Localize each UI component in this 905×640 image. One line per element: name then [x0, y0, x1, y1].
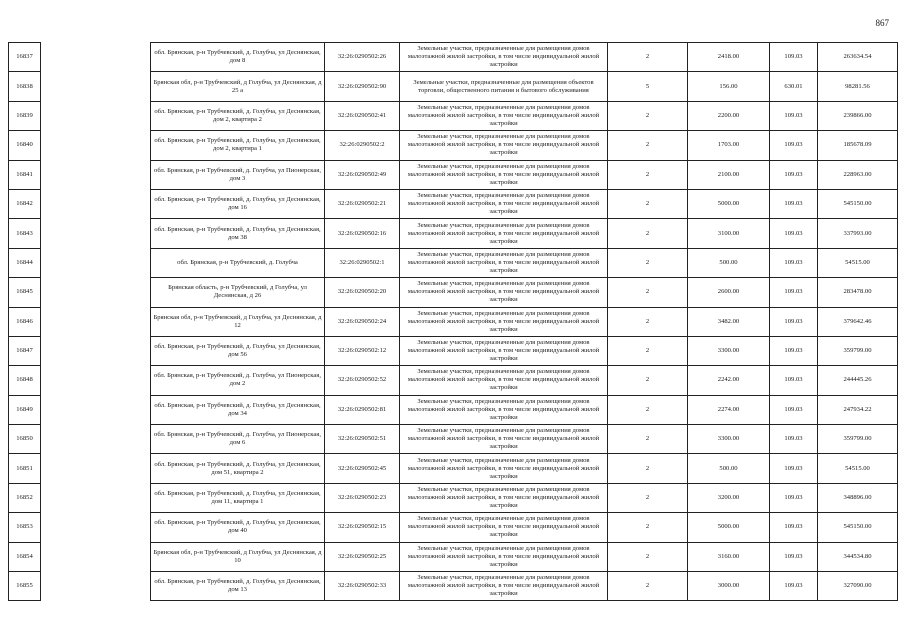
blank-column	[41, 542, 151, 571]
record-number: 16851	[9, 454, 41, 483]
area-cell: 2242.00	[688, 366, 770, 395]
blank-column	[41, 248, 151, 277]
table-row	[9, 248, 898, 277]
unit-value-cell: 109.03	[770, 425, 818, 454]
record-number: 16848	[9, 366, 41, 395]
unit-value-cell: 109.03	[770, 219, 818, 248]
area-cell: 5000.00	[688, 189, 770, 218]
cadastral-number: 32:26:0290502:2	[325, 131, 400, 160]
land-use-cell: Земельные участки, предназначенные для размещения объектов торговли, общественного питания и бытового обслуживания	[400, 72, 608, 101]
group-number: 2	[608, 189, 688, 218]
land-use-cell: Земельные участки, предназначенные для размещения домов малоэтажной жилой застройки, в том числе индивидуальной жилой застройки	[400, 248, 608, 277]
blank-column	[41, 395, 151, 424]
unit-value-cell: 109.03	[770, 513, 818, 542]
group-number: 2	[608, 513, 688, 542]
blank-column	[41, 307, 151, 336]
address-cell: обл. Брянская, р-н Трубчевский, д. Голубча, ул Пионерская, дом 3	[151, 160, 325, 189]
area-cell: 3300.00	[688, 336, 770, 365]
area-cell: 2274.00	[688, 395, 770, 424]
group-number: 2	[608, 160, 688, 189]
area-cell: 3160.00	[688, 542, 770, 571]
group-number: 2	[608, 336, 688, 365]
blank-column	[41, 131, 151, 160]
group-number: 2	[608, 307, 688, 336]
cadastral-number: 32:26:0290502:1	[325, 248, 400, 277]
record-number: 16855	[9, 572, 41, 601]
blank-column	[41, 336, 151, 365]
address-cell: обл. Брянская, р-н Трубчевский, д. Голубча, ул Деснянская, дом 8	[151, 43, 325, 72]
unit-value-cell: 109.03	[770, 395, 818, 424]
table-row	[9, 72, 898, 101]
group-number: 2	[608, 43, 688, 72]
address-cell: Брянская область, р-н Трубчевский, д Голубча, ул Деснянская, д 26	[151, 278, 325, 307]
area-cell: 500.00	[688, 454, 770, 483]
group-number: 5	[608, 72, 688, 101]
cadastral-number: 32:26:0290502:81	[325, 395, 400, 424]
area-cell: 3300.00	[688, 425, 770, 454]
record-number: 16849	[9, 395, 41, 424]
record-number: 16854	[9, 542, 41, 571]
cadastral-value-cell: 54515.00	[818, 454, 898, 483]
blank-column	[41, 278, 151, 307]
area-cell: 2418.00	[688, 43, 770, 72]
table-row	[9, 454, 898, 483]
cadastral-value-cell: 344534.80	[818, 542, 898, 571]
table-row	[9, 43, 898, 72]
cadastral-value-cell: 247934.22	[818, 395, 898, 424]
land-use-cell: Земельные участки, предназначенные для размещения домов малоэтажной жилой застройки, в том числе индивидуальной жилой застройки	[400, 513, 608, 542]
group-number: 2	[608, 483, 688, 512]
area-cell: 3200.00	[688, 483, 770, 512]
group-number: 2	[608, 395, 688, 424]
unit-value-cell: 630.01	[770, 72, 818, 101]
blank-column	[41, 572, 151, 601]
cadastral-number: 32:26:0290502:20	[325, 278, 400, 307]
area-cell: 2200.00	[688, 101, 770, 130]
group-number: 2	[608, 219, 688, 248]
table-row	[9, 160, 898, 189]
address-cell: обл. Брянская, р-н Трубчевский, д. Голубча, ул Деснянская, дом 13	[151, 572, 325, 601]
address-cell: обл. Брянская, р-н Трубчевский, д. Голубча, ул Деснянская, дом 51, квартира 2	[151, 454, 325, 483]
address-cell: обл. Брянская, р-н Трубчевский, д. Голубча, ул Деснянская, дом 40	[151, 513, 325, 542]
record-number: 16847	[9, 336, 41, 365]
unit-value-cell: 109.03	[770, 248, 818, 277]
cadastral-value-cell: 244445.26	[818, 366, 898, 395]
group-number: 2	[608, 425, 688, 454]
record-number: 16838	[9, 72, 41, 101]
blank-column	[41, 366, 151, 395]
table-row	[9, 513, 898, 542]
blank-column	[41, 72, 151, 101]
land-use-cell: Земельные участки, предназначенные для размещения домов малоэтажной жилой застройки, в том числе индивидуальной жилой застройки	[400, 43, 608, 72]
cadastral-value-cell: 359799.00	[818, 425, 898, 454]
cadastral-value-cell: 263634.54	[818, 43, 898, 72]
land-use-cell: Земельные участки, предназначенные для размещения домов малоэтажной жилой застройки, в том числе индивидуальной жилой застройки	[400, 366, 608, 395]
cadastral-number: 32:26:0290502:33	[325, 572, 400, 601]
cadastral-number: 32:26:0290502:15	[325, 513, 400, 542]
area-cell: 500.00	[688, 248, 770, 277]
cadastral-number: 32:26:0290502:52	[325, 366, 400, 395]
land-use-cell: Земельные участки, предназначенные для размещения домов малоэтажной жилой застройки, в том числе индивидуальной жилой застройки	[400, 336, 608, 365]
table-row	[9, 483, 898, 512]
area-cell: 3482.00	[688, 307, 770, 336]
unit-value-cell: 109.03	[770, 336, 818, 365]
cadastral-number: 32:26:0290502:49	[325, 160, 400, 189]
cadastral-number: 32:26:0290502:24	[325, 307, 400, 336]
address-cell: обл. Брянская, р-н Трубчевский, д. Голубча	[151, 248, 325, 277]
cadastral-value-cell: 337993.00	[818, 219, 898, 248]
cadastral-value-cell: 348896.00	[818, 483, 898, 512]
land-use-cell: Земельные участки, предназначенные для размещения домов малоэтажной жилой застройки, в том числе индивидуальной жилой застройки	[400, 189, 608, 218]
unit-value-cell: 109.03	[770, 278, 818, 307]
cadastral-value-cell: 239866.00	[818, 101, 898, 130]
land-use-cell: Земельные участки, предназначенные для размещения домов малоэтажной жилой застройки, в том числе индивидуальной жилой застройки	[400, 572, 608, 601]
unit-value-cell: 109.03	[770, 160, 818, 189]
area-cell: 156.00	[688, 72, 770, 101]
blank-column	[41, 43, 151, 72]
record-number: 16853	[9, 513, 41, 542]
land-registry-table	[8, 42, 898, 601]
area-cell: 5000.00	[688, 513, 770, 542]
group-number: 2	[608, 278, 688, 307]
cadastral-value-cell: 545150.00	[818, 189, 898, 218]
cadastral-number: 32:26:0290502:51	[325, 425, 400, 454]
land-use-cell: Земельные участки, предназначенные для размещения домов малоэтажной жилой застройки, в том числе индивидуальной жилой застройки	[400, 307, 608, 336]
table-row	[9, 101, 898, 130]
cadastral-number: 32:26:0290502:21	[325, 189, 400, 218]
table-body	[9, 43, 898, 601]
address-cell: Брянская обл, р-н Трубчевский, д Голубча, ул Деснянская, д 25 а	[151, 72, 325, 101]
area-cell: 2100.00	[688, 160, 770, 189]
cadastral-value-cell: 379642.46	[818, 307, 898, 336]
cadastral-value-cell: 228963.00	[818, 160, 898, 189]
record-number: 16842	[9, 189, 41, 218]
unit-value-cell: 109.03	[770, 542, 818, 571]
record-number: 16846	[9, 307, 41, 336]
land-use-cell: Земельные участки, предназначенные для размещения домов малоэтажной жилой застройки, в том числе индивидуальной жилой застройки	[400, 219, 608, 248]
area-cell: 1703.00	[688, 131, 770, 160]
cadastral-number: 32:26:0290502:45	[325, 454, 400, 483]
cadastral-number: 32:26:0290502:90	[325, 72, 400, 101]
group-number: 2	[608, 542, 688, 571]
record-number: 16845	[9, 278, 41, 307]
land-use-cell: Земельные участки, предназначенные для размещения домов малоэтажной жилой застройки, в том числе индивидуальной жилой застройки	[400, 483, 608, 512]
land-use-cell: Земельные участки, предназначенные для размещения домов малоэтажной жилой застройки, в том числе индивидуальной жилой застройки	[400, 395, 608, 424]
group-number: 2	[608, 572, 688, 601]
blank-column	[41, 425, 151, 454]
blank-column	[41, 513, 151, 542]
blank-column	[41, 219, 151, 248]
land-use-cell: Земельные участки, предназначенные для размещения домов малоэтажной жилой застройки, в том числе индивидуальной жилой застройки	[400, 425, 608, 454]
land-use-cell: Земельные участки, предназначенные для размещения домов малоэтажной жилой застройки, в том числе индивидуальной жилой застройки	[400, 101, 608, 130]
table-row	[9, 219, 898, 248]
address-cell: обл. Брянская, р-н Трубчевский, д. Голубча, ул Деснянская, дом 16	[151, 189, 325, 218]
table-row	[9, 542, 898, 571]
table-row	[9, 395, 898, 424]
cadastral-value-cell: 54515.00	[818, 248, 898, 277]
cadastral-value-cell: 98281.56	[818, 72, 898, 101]
address-cell: Брянская обл, р-н Трубчевский, д Голубча, ул Деснянская, д 12	[151, 307, 325, 336]
record-number: 16844	[9, 248, 41, 277]
area-cell: 2600.00	[688, 278, 770, 307]
record-number: 16852	[9, 483, 41, 512]
record-number: 16841	[9, 160, 41, 189]
cadastral-number: 32:26:0290502:25	[325, 542, 400, 571]
cadastral-value-cell: 327090.00	[818, 572, 898, 601]
cadastral-number: 32:26:0290502:16	[325, 219, 400, 248]
blank-column	[41, 189, 151, 218]
cadastral-value-cell: 283478.00	[818, 278, 898, 307]
table-row	[9, 336, 898, 365]
address-cell: обл. Брянская, р-н Трубчевский, д. Голубча, ул Деснянская, дом 38	[151, 219, 325, 248]
land-use-cell: Земельные участки, предназначенные для размещения домов малоэтажной жилой застройки, в том числе индивидуальной жилой застройки	[400, 542, 608, 571]
cadastral-number: 32:26:0290502:23	[325, 483, 400, 512]
cadastral-number: 32:26:0290502:41	[325, 101, 400, 130]
blank-column	[41, 483, 151, 512]
table-row	[9, 189, 898, 218]
land-use-cell: Земельные участки, предназначенные для размещения домов малоэтажной жилой застройки, в том числе индивидуальной жилой застройки	[400, 278, 608, 307]
unit-value-cell: 109.03	[770, 307, 818, 336]
address-cell: Брянская обл, р-н Трубчевский, д Голубча, ул Деснянская, д 10	[151, 542, 325, 571]
blank-column	[41, 454, 151, 483]
cadastral-value-cell: 359799.00	[818, 336, 898, 365]
table-row	[9, 425, 898, 454]
land-use-cell: Земельные участки, предназначенные для размещения домов малоэтажной жилой застройки, в том числе индивидуальной жилой застройки	[400, 160, 608, 189]
record-number: 16850	[9, 425, 41, 454]
group-number: 2	[608, 366, 688, 395]
area-cell: 3000.00	[688, 572, 770, 601]
record-number: 16837	[9, 43, 41, 72]
unit-value-cell: 109.03	[770, 101, 818, 130]
group-number: 2	[608, 248, 688, 277]
table-row	[9, 278, 898, 307]
cadastral-value-cell: 185678.09	[818, 131, 898, 160]
address-cell: обл. Брянская, р-н Трубчевский, д. Голубча, ул Деснянская, дом 11, квартира 1	[151, 483, 325, 512]
address-cell: обл. Брянская, р-н Трубчевский, д. Голубча, ул Пионерская, дом 6	[151, 425, 325, 454]
table-row	[9, 307, 898, 336]
cadastral-number: 32:26:0290502:12	[325, 336, 400, 365]
address-cell: обл. Брянская, р-н Трубчевский, д. Голубча, ул Деснянская, дом 34	[151, 395, 325, 424]
unit-value-cell: 109.03	[770, 366, 818, 395]
unit-value-cell: 109.03	[770, 189, 818, 218]
unit-value-cell: 109.03	[770, 454, 818, 483]
land-use-cell: Земельные участки, предназначенные для размещения домов малоэтажной жилой застройки, в том числе индивидуальной жилой застройки	[400, 131, 608, 160]
address-cell: обл. Брянская, р-н Трубчевский, д. Голубча, ул Пионерская, дом 2	[151, 366, 325, 395]
record-number: 16839	[9, 101, 41, 130]
land-use-cell: Земельные участки, предназначенные для размещения домов малоэтажной жилой застройки, в том числе индивидуальной жилой застройки	[400, 454, 608, 483]
table-row	[9, 572, 898, 601]
area-cell: 3100.00	[688, 219, 770, 248]
record-number: 16843	[9, 219, 41, 248]
unit-value-cell: 109.03	[770, 572, 818, 601]
unit-value-cell: 109.03	[770, 131, 818, 160]
unit-value-cell: 109.03	[770, 43, 818, 72]
table-row	[9, 366, 898, 395]
group-number: 2	[608, 101, 688, 130]
group-number: 2	[608, 131, 688, 160]
address-cell: обл. Брянская, р-н Трубчевский, д. Голубча, ул Деснянская, дом 2, квартира 1	[151, 131, 325, 160]
address-cell: обл. Брянская, р-н Трубчевский, д. Голубча, ул Деснянская, дом 56	[151, 336, 325, 365]
group-number: 2	[608, 454, 688, 483]
record-number: 16840	[9, 131, 41, 160]
unit-value-cell: 109.03	[770, 483, 818, 512]
blank-column	[41, 160, 151, 189]
blank-column	[41, 101, 151, 130]
cadastral-value-cell: 545150.00	[818, 513, 898, 542]
page-number: 867	[875, 18, 889, 28]
address-cell: обл. Брянская, р-н Трубчевский, д. Голубча, ул Деснянская, дом 2, квартира 2	[151, 101, 325, 130]
cadastral-number: 32:26:0290502:26	[325, 43, 400, 72]
table-row	[9, 131, 898, 160]
